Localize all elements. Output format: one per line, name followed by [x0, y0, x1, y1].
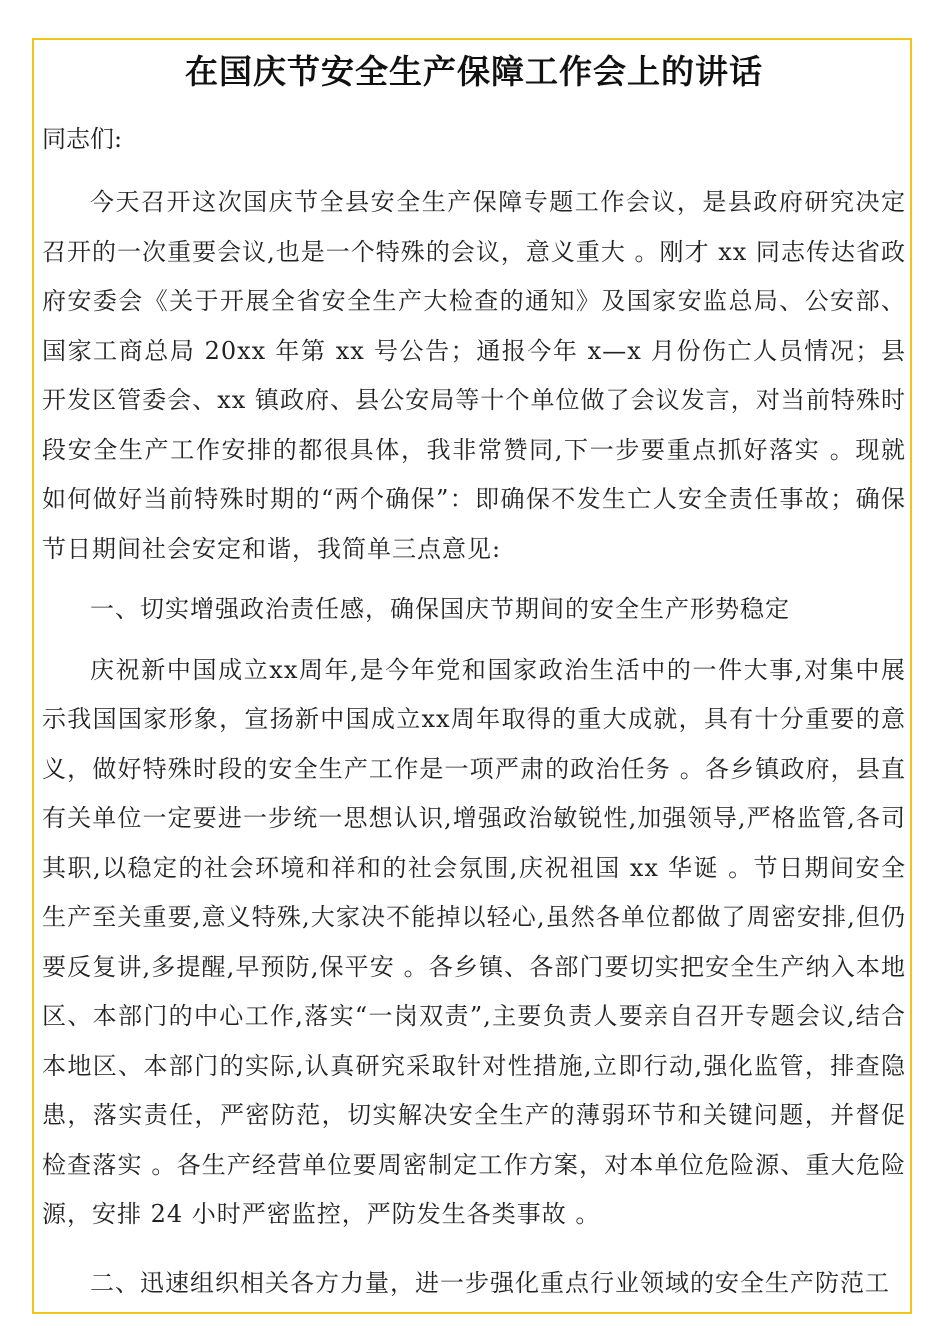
- document-title: 在国庆节安全生产保障工作会上的讲话: [185, 52, 763, 91]
- section-heading-2: 二、迅速组织相关各方力量，进一步强化重点行业领域的安全生产防范工: [90, 1268, 890, 1297]
- paragraph-section-1: 庆祝新中国成立xx周年,是今年党和国家政治生活中的一件大事,对集中展示我国国家形象，宣扬新中国成立xx周年取得的重大成就，具有十分重要的意义，做好特殊时段的安全生产工作是一项严肃的政治任务 。各乡镇政府，县直有关单位一定要进一步统一思想认识,增强政治敏锐性,加强领导,严格监管,各司其职,以稳定的社会环境和祥和的社会氛围,庆祝祖国 xx 华诞 。节日期间安全生产至关重要,意义特殊,大家决不能掉以轻心,虽然各单位都做了周密安排,但仍要反复讲,多提醒,早预防,保平安 。各乡镇、各部门要切实把安全生产纳入本地区、本部门的中心工作,落实“一岗双责”,主要负责人要亲自召开专题会议,结合本地区、本部门的实际,认真研究采取针对性措施,立即行动,强化监管，排查隐患，落实责任，严密防范，切实解决安全生产的薄弱环节和关键问题，并督促检查落实 。各生产经营单位要周密制定工作方案，对本单位危险源、重大危险源，安排 24 小时严密监控，严防发生各类事故 。: [42, 655, 906, 1228]
- paragraph-intro: 今天召开这次国庆节全县安全生产保障专题工作会议，是县政府研究决定召开的一次重要会议,也是一个特殊的会议，意义重大 。刚才 xx 同志传达省政府安委会《关于开展全省安全生产大检查的通知》及国家安监总局、公安部、国家工商总局 20xx 年第 xx 号公告；通报今年 x—x 月份伤亡人员情况；县开发区管委会、xx 镇政府、县公安局等十个单位做了会议发言，对当前特殊时段安全生产工作安排的都很具体，我非常赞同,下一步要重点抓好落实 。现就如何做好当前特殊时期的“两个确保”：即确保不发生亡人安全责任事故；确保节日期间社会安定和谐，我简单三点意见:: [42, 188, 906, 563]
- section-heading-1: 一、切实增强政治责任感，确保国庆节期间的安全生产形势稳定: [90, 595, 790, 623]
- document-body: [42, 38, 906, 1308]
- salutation: 同志们:: [42, 125, 123, 153]
